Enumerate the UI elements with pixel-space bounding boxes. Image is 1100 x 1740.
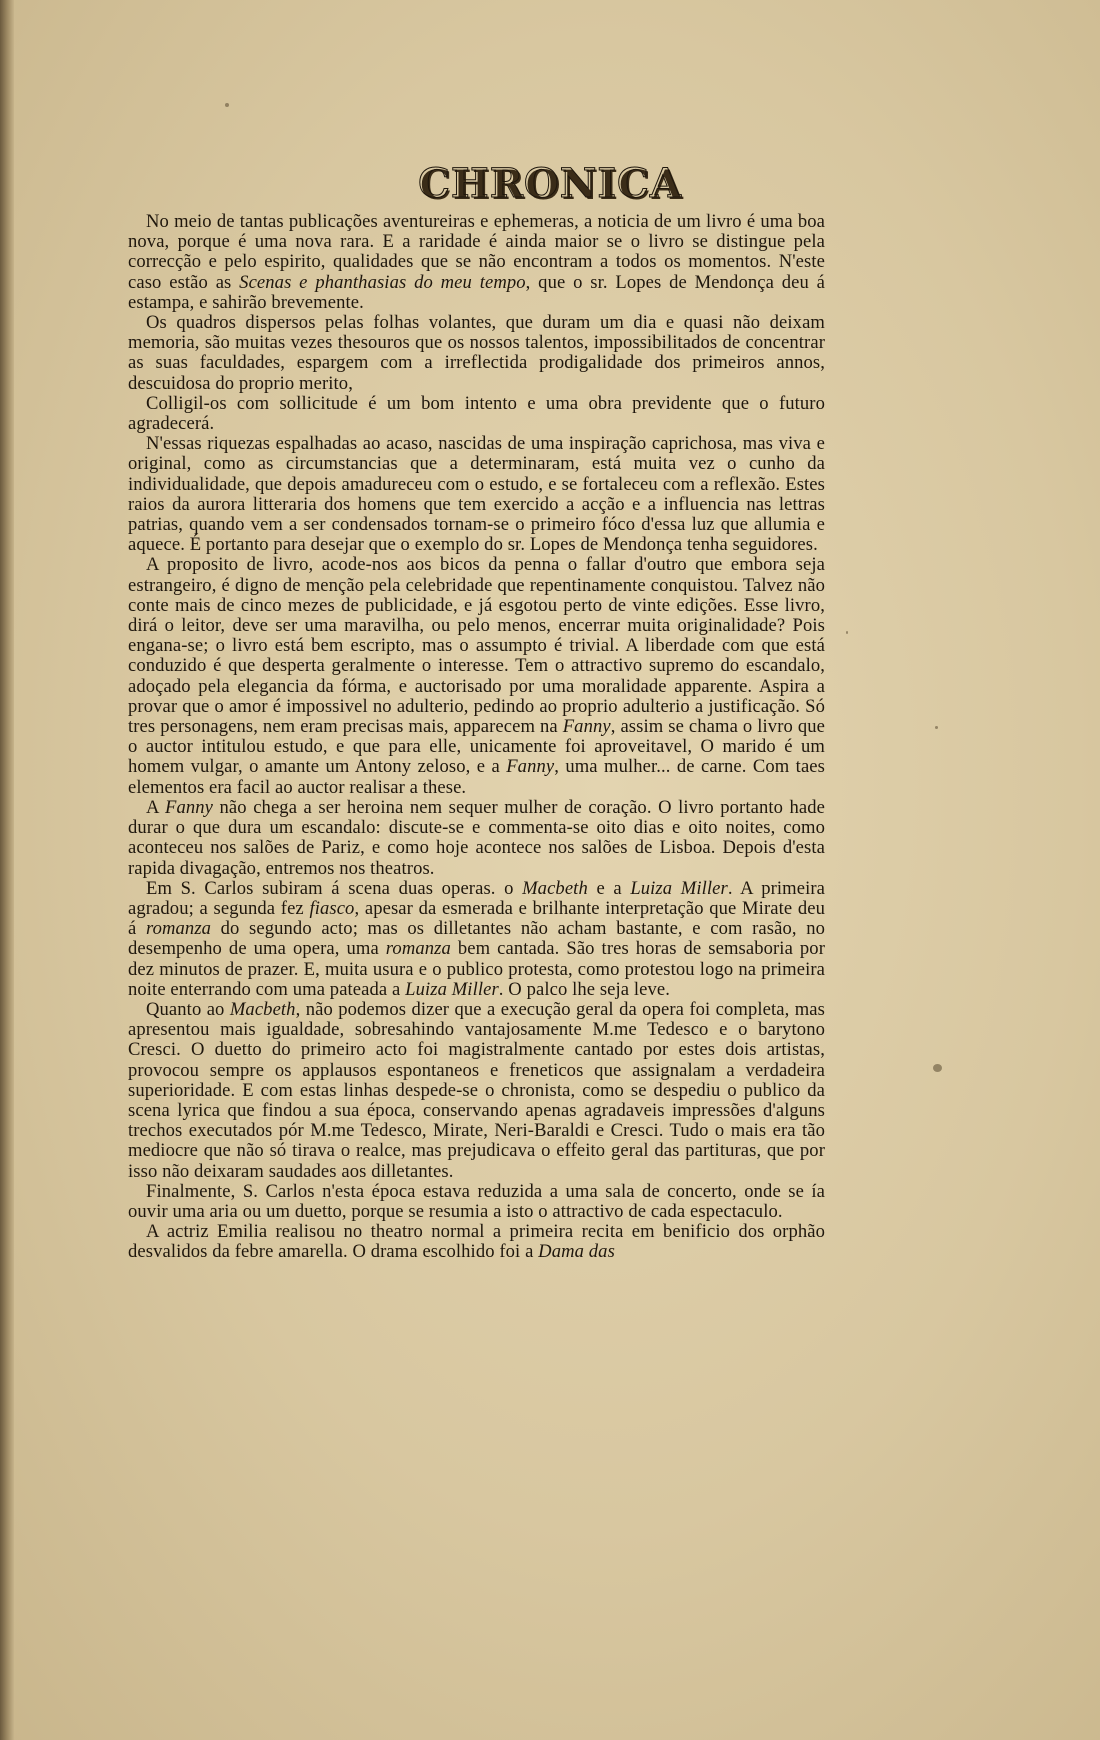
text-run: No meio de tantas publicações aventureiras e ephemeras, a noticia de um livro é uma boa nova, porque é uma nova rara. E a raridade é ainda maior se o livro se distingue pela correcção e pelo espirito, qualidades que se não encontram a todos os momentos. N'este caso estão as — [128, 211, 825, 293]
text-run: , assim se chama o livro que o auctor intitulou estudo, e que para elle, unicamente foi aproveitavel, O marido é um homem vulgar, o amante um Antony zeloso, e a — [128, 716, 825, 778]
paragraph — [128, 1182, 825, 1222]
italic-text: Scenas e phanthasias do meu tempo — [239, 271, 526, 293]
italic-text: Fanny — [165, 796, 214, 818]
italic-text: romanza — [145, 918, 212, 940]
paragraph — [128, 879, 825, 1000]
italic-text: fiasco — [309, 897, 355, 919]
text-run: Finalmente, S. Carlos n'esta época estava reduzida a uma sala de concerto, onde se ía ouvir uma aria ou um duetto, porque se resumia a isto o attractivo de cada espectaculo. — [128, 1180, 825, 1222]
italic-text: Fanny — [506, 756, 555, 778]
text-run: A proposito de livro, acode-nos aos bicos da penna o fallar d'outro que embora seja estrangeiro, é digno de menção pela celebridade que repentinamente conquistou. Talvez não conte mais de cinco mezes de publicidade, e já esgotou perto de vinte edições. Esse livro, dirá o leitor, deve ser uma maravilha, ou pelo menos, encerrar muita originalidade? Pois engana-se; o livro está bem escripto, mas o assumpto é trivial. A liberdade com que está conduzido é que desperta geralmente o interesse. Tem o attractivo supremo do escandalo, adoçado pela elegancia da fórma, e auctorisado por uma moralidade apparente. Aspira a provar que o amor é impossivel no adulterio, pedindo ao proprio adulterio a justificação. Só tres personagens, nem eram precisas mais, apparecem na — [128, 554, 825, 738]
text-run: , não podemos dizer que a execução geral da opera foi completa, mas apresentou mais igualdade, sobresahindo vantajosamente M.me Tedesco e o barytono Cresci. O duetto do primeiro acto foi magistralmente cantado por estes dois artistas, provocou sempre os applausos espontaneos e freneticos que assignalam a verdadeira superioridade. E com estas linhas despede-se o chronista, como se despediu o publico da scena lyrica que findou a sua época, conservando apenas agradaveis impressões d'alguns trechos executados pór M.me Tedesco, Mirate, Neri-Baraldi e Cresci. Tudo o mais era tão mediocre que não só tirava o realce, mas prejudicava o effeito geral das partituras, que por isso não deixaram saudades aos dilletantes. — [128, 998, 825, 1182]
paragraph — [128, 212, 825, 313]
paper-speck — [225, 103, 229, 107]
paper-speck — [935, 726, 938, 729]
paper-speck — [846, 631, 848, 634]
italic-text: Dama das — [538, 1241, 615, 1263]
text-run: A — [146, 796, 166, 818]
italic-text: Macbeth — [522, 877, 588, 899]
text-run: . O palco lhe seja leve. — [498, 978, 671, 1000]
italic-text: Fanny — [562, 716, 611, 738]
paragraph — [128, 394, 825, 434]
text-run: , apesar da esmerada e brilhante interpretação que Mirate deu á — [128, 897, 826, 940]
text-run: bem cantada. São tres horas de semsaboria por dez minutos de prazer. E, muita usura e o publico protesta, como protestou logo na primeira noite enterrando com uma pateada a — [128, 938, 825, 1000]
text-run: e a — [587, 877, 631, 899]
book-spine-edge — [0, 0, 14, 1740]
paragraph — [128, 1222, 825, 1262]
paragraph — [128, 798, 825, 879]
text-run: não chega a ser heroina nem sequer mulher de coração. O livro portanto hade durar o que dura um escandalo: discute-se e commenta-se oito dias e oito noites, como aconteceu nos salões de Pariz, e como hoje acontece nos salões de Lisboa. Depois d'esta rapida divagação, entremos nos theatros. — [128, 796, 826, 879]
text-run: N'essas riquezas espalhadas ao acaso, nascidas de uma inspiração caprichosa, mas viva e original, como as circumstancias que a determinaram, está muita vez o cunho da individualidade, que depois amadureceu com o estudo, e se fortaleceu com a reflexão. Estes raios da aurora litteraria dos homens que tem exercido a acção e a influencia nas lettras patrias, quando vem a ser condensados tornam-se o primeiro fóco d'essa luz que allumia e aquece. É portanto para desejar que o exemplo do sr. Lopes de Mendonça tenha seguidores. — [128, 433, 825, 556]
italic-text: Luiza Miller — [630, 877, 728, 899]
paper-speck — [933, 1064, 942, 1072]
text-run: A actriz Emilia realisou no theatro normal a primeira recita em benificio dos orphão desvalidos da febre amarella. O drama escolhido foi a — [128, 1221, 825, 1263]
text-run: Quanto ao — [146, 998, 230, 1020]
italic-text: Luiza Miller — [405, 978, 499, 1000]
text-run: , que o sr. Lopes de Mendonça deu á estampa, e sahirão brevemente. — [128, 271, 825, 313]
italic-text: Macbeth — [229, 998, 296, 1020]
paragraph — [128, 1000, 825, 1182]
paragraph — [128, 555, 825, 797]
italic-text: romanza — [385, 938, 451, 960]
page-title: CHRONICA — [418, 160, 682, 207]
paragraph — [128, 313, 825, 394]
text-run: Os quadros dispersos pelas folhas volantes, que duram um dia e quasi não deixam memoria, são muitas vezes thesouros que os nossos talentos, impossibilitados de concentrar as suas faculdades, espargem com a irreflectida prodigalidade dos primeiros annos, descuidosa do proprio merito, — [128, 312, 825, 394]
text-run: Em S. Carlos subiram á scena duas operas. o — [146, 877, 523, 899]
text-run: do segundo acto; mas os dilletantes não acham bastante, e com rasão, no desempenho de uma opera, uma — [128, 918, 825, 960]
article-body — [128, 212, 825, 1263]
text-run: Colligil-os com sollicitude é um bom intento e uma obra previdente que o futuro agradecerá. — [128, 392, 825, 435]
text-run: . A primeira agradou; a segunda fez — [128, 877, 825, 919]
text-run: , uma mulher... de carne. Com taes elementos era facil ao auctor realisar a these. — [128, 756, 825, 798]
paragraph — [128, 434, 825, 555]
